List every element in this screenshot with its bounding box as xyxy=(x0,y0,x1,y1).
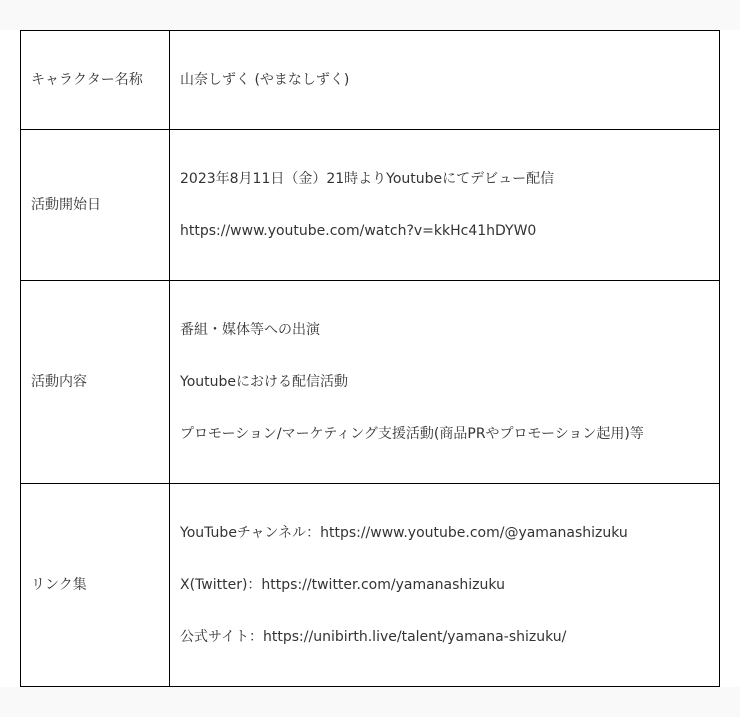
activity-item: 番組・媒体等への出演 xyxy=(180,322,320,338)
table-row xyxy=(21,484,720,687)
profile-table xyxy=(20,30,720,687)
row-value-links xyxy=(170,484,720,687)
row-label-character-name: キャラクター名称 xyxy=(21,31,170,130)
activity-item: Youtubeにおける配信活動 xyxy=(180,374,348,390)
table-row xyxy=(21,130,720,281)
row-label-start-date: 活動開始日 xyxy=(21,130,170,281)
row-value-character-name xyxy=(170,31,720,130)
debut-video-link[interactable]: https://www.youtube.com/watch?v=kkHc41hDYW0 xyxy=(180,223,537,239)
character-name-text: 山奈しずく (やまなしずく) xyxy=(180,72,350,88)
table-row xyxy=(21,281,720,484)
twitter-link[interactable]: X(Twitter)：https://twitter.com/yamanashizuku xyxy=(180,577,505,593)
row-label-links: リンク集 xyxy=(21,484,170,687)
row-value-start-date xyxy=(170,130,720,281)
official-site-link[interactable]: 公式サイト：https://unibirth.live/talent/yamana-shizuku/ xyxy=(180,629,567,645)
row-value-activities xyxy=(170,281,720,484)
youtube-channel-link[interactable]: YouTubeチャンネル：https://www.youtube.com/@yamanashizuku xyxy=(180,525,628,541)
debut-date-text: 2023年8月11日（金）21時よりYoutubeにてデビュー配信 xyxy=(180,171,555,187)
table-row xyxy=(21,31,720,130)
row-label-activities: 活動内容 xyxy=(21,281,170,484)
activity-item: プロモーション/マーケティング支援活動(商品PRやプロモーション起用)等 xyxy=(180,426,644,442)
